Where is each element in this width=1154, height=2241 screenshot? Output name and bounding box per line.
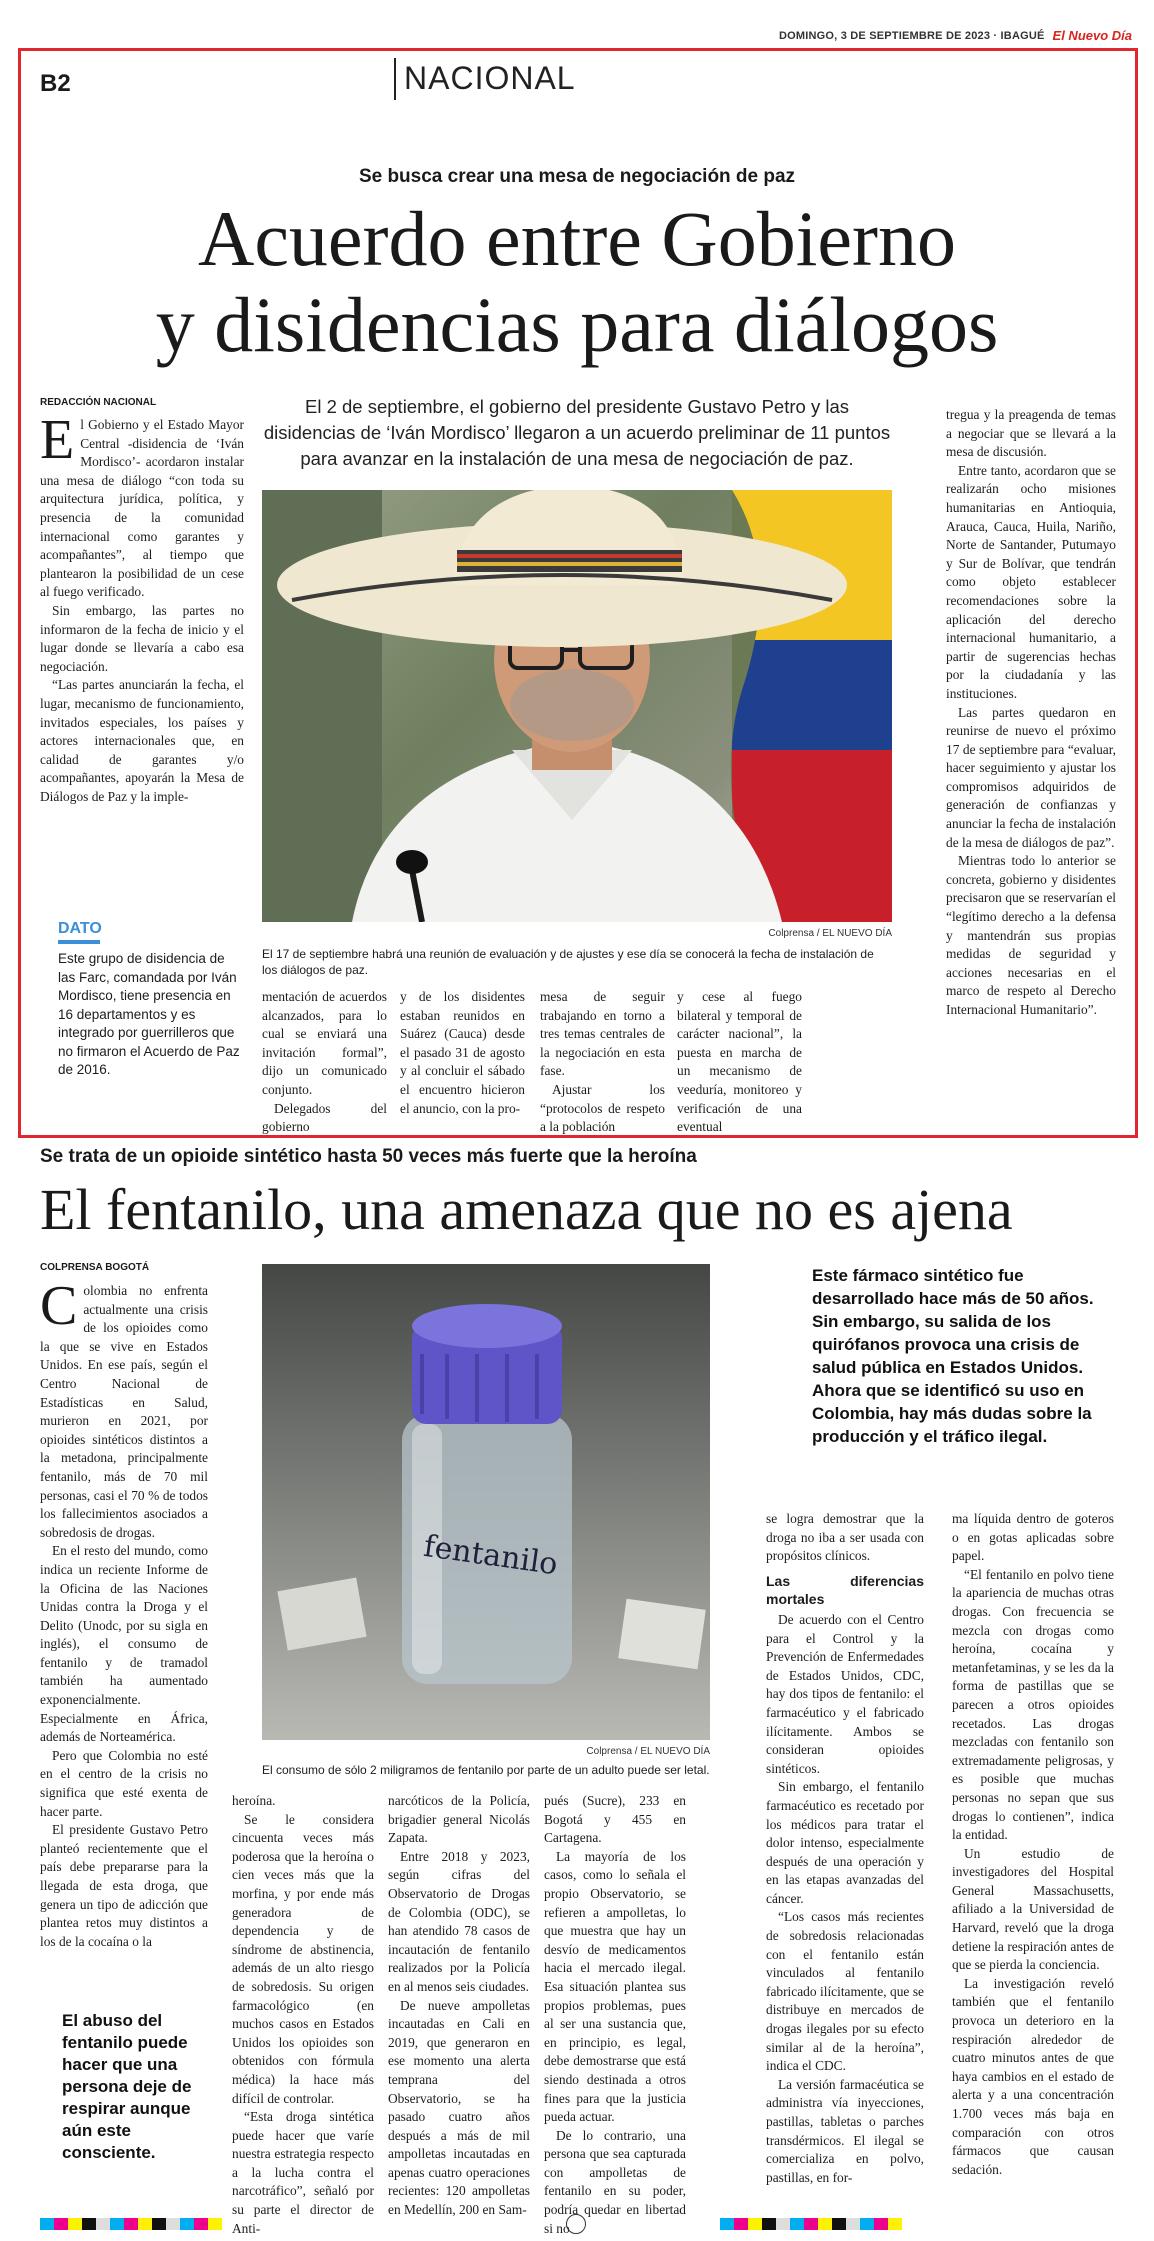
story1-headline-line1: Acuerdo entre Gobierno	[197, 195, 957, 282]
story2-col4: pués (Sucre), 233 en Bogotá y 455 en Cartagena. La mayoría de los casos, como lo señala el propio Observatorio, se refieren a ampolletas, lo que muestra que hay un desvío de medicamentos hacia el mercado ilegal. Esa situación plantea sus propios problemas, pues al ser una sustancia que, en principio, es legal, debe demostrarse que está siendo destinada a otros fines para que la justicia pueda actuar. De lo contrario, una persona que sea capturada con ampolletas de fentanilo en su poder, podría quedar en libertad si no	[544, 1793, 686, 2236]
vial-label: fentanilo	[421, 1528, 560, 1583]
petro-photo	[262, 490, 892, 922]
story2-kicker: Se trata de un opioide sintético hasta 50 veces más fuerte que la heroína	[40, 1146, 697, 1167]
story1-col3: y de los disidentes estaban reunidos en Suárez (Cauca) desde el pasado 31 de agosto y al concluir el sábado el encuentro hicieron el anuncio, con la pro-	[400, 989, 525, 1116]
dato-label: DATO	[58, 920, 102, 937]
story1-col5: y cese al fuego bilateral y temporal de carácter nacional”, la puesta en marcha de un mecanismo de veeduría, monitoreo y verificación de una eventual	[677, 989, 802, 1135]
story2-headline: El fentanilo, una amenaza que no es ajena	[40, 1177, 1013, 1242]
subheading: Las diferencias mortales	[766, 1572, 924, 1608]
story1-col4: mesa de seguir trabajando en torno a tres temas centrales de la negociación en esta fase. Ajustar los “protocolos de respeto a la población	[540, 989, 665, 1135]
story1-byline: REDACCIÓN NACIONAL	[40, 397, 157, 408]
story2-col6: ma líquida dentro de goteros o en gotas aplicadas sobre papel. “El fentanilo en polvo tiene la apariencia de muchas otras drogas. Con frecuencia se mezcla con drogas como heroína, cocaína y metanfetaminas, y se les da la forma de pastillas que se parecen a otros opioides recetados. Las drogas mezcladas con fentanilo son extremadamente peligrosas, y es posible que muchas personas no sepan que sus drogas lo contienen”, indica la entidad. Un estudio de investigadores del Hospital General Massachusetts, afiliado a la Universidad de Harvard, reveló que la droga detiene la respiración antes de que se pierda la conciencia. La investigación reveló también que el fentanilo provoca un deterioro en la respiración alrededor de cuatro minutos antes de que haya cambios en el estado de alerta y a una concentración 1.700 veces más baja en comparación con otros fármacos que causan sedación.	[952, 1511, 1114, 2177]
fentanyl-photo	[262, 1264, 710, 1740]
dato-underline	[58, 940, 100, 944]
story1-col2: mentación de acuerdos alcanzados, para lo cual se enviará una invitación formal”, dijo un comunicado conjunto. Delegados del gobierno	[262, 989, 387, 1135]
section-divider	[394, 58, 396, 100]
color-bar-left	[40, 2218, 222, 2230]
dropcap: E	[40, 409, 75, 471]
story2-col3: narcóticos de la Policía, brigadier general Nicolás Zapata. Entre 2018 y 2023, según cifras del Observatorio de Drogas de Colombia (ODC), se han atendido 78 casos de incautación de fentanilo realizados por la Policía en al menos seis ciudades. De nueve ampolletas incautadas en Cali en 2019, que generaron en ese momento una alerta temprana del Observatorio, se ha pasado cuatro años después a más de mil ampolletas incautadas en apenas cuatro operaciones recientes: 120 ampolletas en Medellín, 200 en Sam-	[388, 1793, 530, 2218]
story2-byline: COLPRENSA BOGOTÁ	[40, 1262, 150, 1273]
story2-col5: se logra demostrar que la droga no iba a ser usada con propósitos clínicos. Las diferencias mortales De acuerdo con el Centro para el Control y la Prevención de Enfermedades de Estados Unidos, CDC, hay dos tipos de fentanilo: el farmacéutico y el fabricado ilícitamente. Ambos se consideran opioides sintéticos. Sin embargo, el fentanilo farmacéutico es recetado por los médicos para tratar el dolor intenso, especialmente después de una operación y en las etapas avanzadas del cáncer. “Los casos más recientes de sobredosis relacionadas con el fentanilo están vinculados al fentanilo fabricado ilícitamente, que se distribuye en mercados de drogas ilegales por su efecto similar al de la heroína”, indica el CDC. La versión farmacéutica se administra vía inyecciones, pastillas, tabletas o parches transdérmicos. El ilegal se comercializa en polvo, pastillas, en for-	[766, 1511, 924, 2185]
dropcap-c: C	[40, 1275, 78, 1337]
page-number: B2	[40, 70, 71, 97]
story1-lead: El 2 de septiembre, el gobierno del presidente Gustavo Petro y las disidencias de ‘Iván Mordisco’ llegaron a un acuerdo preliminar de 11 puntos para avanzar en la instalación de una mesa de negociación de paz.	[263, 396, 891, 469]
vial-illustration	[262, 1264, 710, 1740]
story2-deck: Este fármaco sintético fue desarrollado hace más de 50 años. Sin embargo, su salida de los quirófanos provoca una crisis de salud pública en Estados Unidos. Ahora que se identificó su uso en Colombia, hay más dudas sobre la producción y el tráfico ilegal.	[812, 1266, 1094, 1446]
pullquote: El abuso del fentanilo puede hacer que una persona deje de respirar aunque aún este consciente.	[62, 2011, 192, 2162]
photo-illustration	[262, 490, 892, 922]
color-bar-right	[720, 2218, 902, 2230]
story1-kicker: Se busca crear una mesa de negociación de paz	[358, 166, 796, 187]
story2-caption: El consumo de sólo 2 miligramos de fentanilo por parte de un adulto puede ser letal.	[262, 1763, 710, 1777]
story1-caption: El 17 de septiembre habrá una reunión de evaluación y de ajustes y ese día se conocerá la fecha de instalación de los diálogos de paz.	[262, 947, 874, 977]
story1-col1: El Gobierno y el Estado Mayor Central -disidencia de ‘Iván Mordisco’- acordaron instalar una mesa de diálogo “con toda su arquitectura jurídica, política, y presencia de la comunidad internacional como garantes y acompañantes”, al tiempo que plantearon la posibilidad de un cese al fuego verificado. Sin embargo, las partes no informaron de la fecha de inicio y el lugar donde se llevaría a cabo esa negociación. “Las partes anunciarán la fecha, el lugar, mecanismo de funcionamiento, invitados especiales, los países y actores internacionales que, en calidad de garantes y/o acompañantes, apoyarán la Mesa de Diálogos de Paz y la imple-	[40, 409, 244, 804]
story1-headline-line2: y disidencias para diálogos	[155, 281, 999, 368]
story1-col-right: tregua y la preagenda de temas a negociar que se llevará a la mesa de discusión. Entre tanto, acordaron que se realizarán ocho misiones humanitarias en Antioquia, Arauca, Cauca, Huila, Nariño, Norte de Santander, Putumayo y Sur de Bolívar, que tendrán como objeto establecer recomendaciones sobre la aplicación del derecho internacional humanitario, a partir de sugerencias hechas por la ciudadanía y las instituciones. Las partes quedaron en reunirse de nuevo el próximo 17 de septiembre para “evaluar, hacer seguimiento y ajustar los compromisos adquiridos de generación de confianzas y anunciar la fecha de instalación de la mesa de diálogos de paz”. Mientras todo lo anterior se concreta, gobierno y disidentes precisaron que se reservarían el “legítimo derecho a la defensa y mantendrán sus propias medidas de seguridad y acciones necesarias en el marco de respeto al Derecho Internacional Humanitario”.	[946, 407, 1116, 1017]
section-title: NACIONAL	[404, 60, 576, 96]
dato-text: Este grupo de disidencia de las Farc, comandada por Iván Mordisco, tiene presencia en 16 departamentos y es integrado por guerrilleros que no firmaron el Acuerdo de Paz de 2016.	[58, 951, 240, 1077]
logo: El Nuevo Día	[1052, 28, 1132, 43]
story1-photo-credit: Colprensa / EL NUEVO DÍA	[768, 928, 892, 939]
masthead	[779, 28, 1132, 43]
story2-photo-credit: Colprensa / EL NUEVO DÍA	[586, 1746, 710, 1757]
story2-col2: heroína. Se le considera cincuenta veces más poderosa que la heroína o cien veces más que la morfina, y por ende más generadora de dependencia y de síndrome de abstinencia, además de un alto riesgo de sobredosis. Su origen farmacológico (en muchos casos en Estados Unidos los opioides son obtenidos con fórmula médica) la hace más difícil de controlar. “Esta droga sintética puede hacer que varíe nuestra estrategia respecto a la lucha contra el narcotráfico”, señaló por su parte el director de Anti-	[232, 1793, 374, 2236]
registration-mark	[566, 2214, 586, 2234]
story2-col1: Colombia no enfrenta actualmente una crisis de los opioides como la que se vive en Estados Unidos. En ese país, según el Centro Nacional de Estadísticas en Salud, murieron en 2021, por opioides sintéticos distintos a la metadona, principalmente fentanilo, más de 70 mil personas, casi el 70 % de todos los fallecimientos asociados a sobredosis de drogas. En el resto del mundo, como indica un reciente Informe de la Oficina de las Naciones Unidas contra la Droga y el Delito (Unodc, por su sigla en inglés), el consumo de fentanilo y de tramadol también ha aumentado exponencialmente. Especialmente en África, además de Norteamérica. Pero que Colombia no esté en el centro de la crisis no significa que esté exenta de hacer parte. El presidente Gustavo Petro planteó recientemente que el país debe prepararse para la llegada de esta droga, que genera un tipo de adicción que plantea retos muy distintos a los de la cocaína o la	[40, 1275, 208, 1949]
date-line: DOMINGO, 3 DE SEPTIEMBRE DE 2023 · IBAGUÉ	[779, 29, 1045, 42]
